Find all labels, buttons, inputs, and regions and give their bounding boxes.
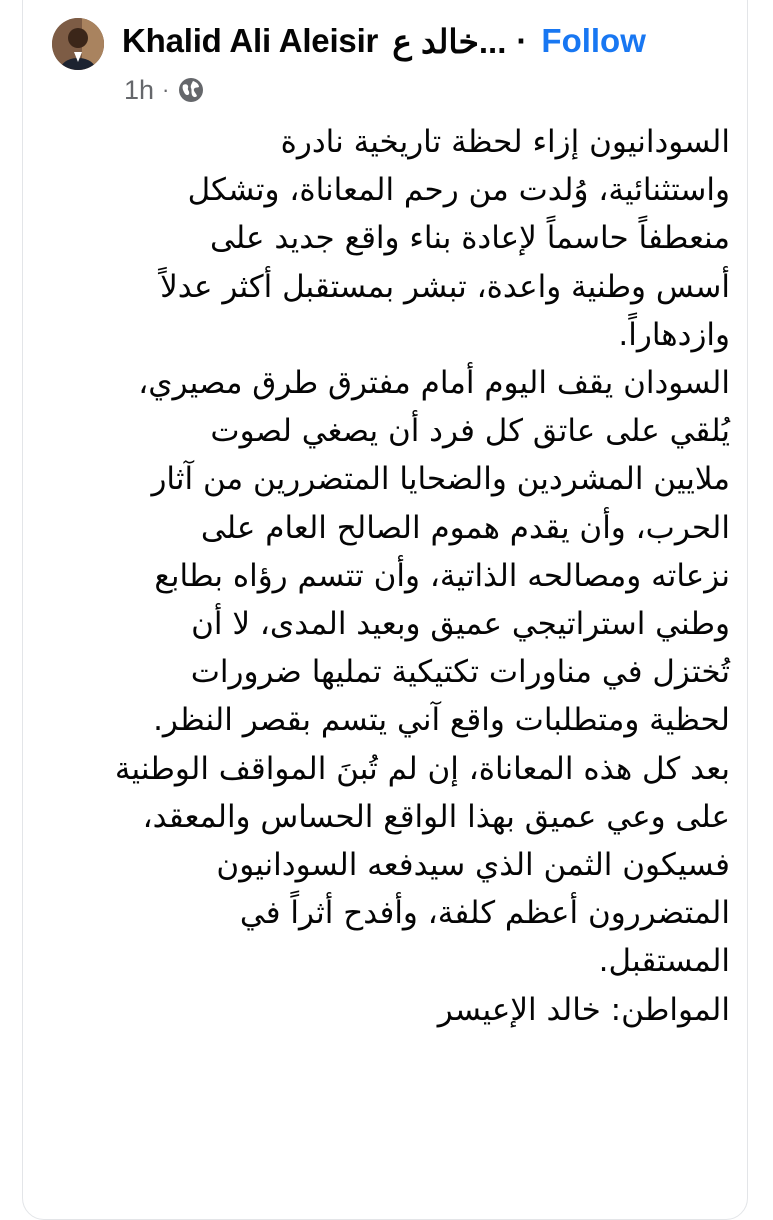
post-body — [40, 118, 730, 1034]
post-meta — [124, 72, 205, 108]
post-paragraph-3: بعد كل هذه المعاناة، إن لم تُبنَ المواقف الوطنية على وعي عميق بهذا الواقع الحساس والمعقد، فسيكون الثمن الذي سيدفعه السودانيون المتضررون أعظم كلفة، وأفدح أثراً في المستقبل. — [114, 750, 730, 980]
profile-photo-icon — [52, 18, 104, 70]
follow-button[interactable]: Follow — [541, 22, 646, 59]
meta-separator: · — [162, 77, 170, 102]
post-paragraph-2: السودان يقف اليوم أمام مفترق طرق مصيري، يُلقي على عاتق كل فرد أن يصغي لصوت ملايين المشردين والضحايا المتضررين من آثار الحرب، وأن يقدم هموم الصالح العام على نزعاته ومصالحه الذاتية، وأن تتسم رؤاه بطابع وطني استراتيجي عميق وبعيد المدى، لا أن تُختزل في مناورات تكتيكية تمليها ضرورات لحظية ومتطلبات واقع آني يتسم بقصر النظر. — [138, 365, 730, 739]
post-paragraph-1: السودانيون إزاء لحظة تاريخية نادرة واستثنائية، وُلدت من رحم المعاناة، وتشكل منعطفاً حاسماً لإعادة بناء واقع جديد على أسس وطنية واعدة، تبشر بمستقبل أكثر عدلاً وازدهاراً. — [160, 124, 730, 353]
globe-icon[interactable] — [177, 76, 205, 104]
post-timestamp[interactable]: 1h — [124, 74, 155, 105]
author-name[interactable]: Khalid Ali Aleisir — [122, 22, 379, 59]
author-name-arabic[interactable]: خالد ع... — [392, 22, 507, 60]
author-avatar[interactable] — [52, 18, 104, 70]
header-separator: · — [516, 22, 528, 59]
post-signature: المواطن: خالد الإعيسر — [437, 991, 730, 1028]
post-header — [122, 18, 722, 64]
